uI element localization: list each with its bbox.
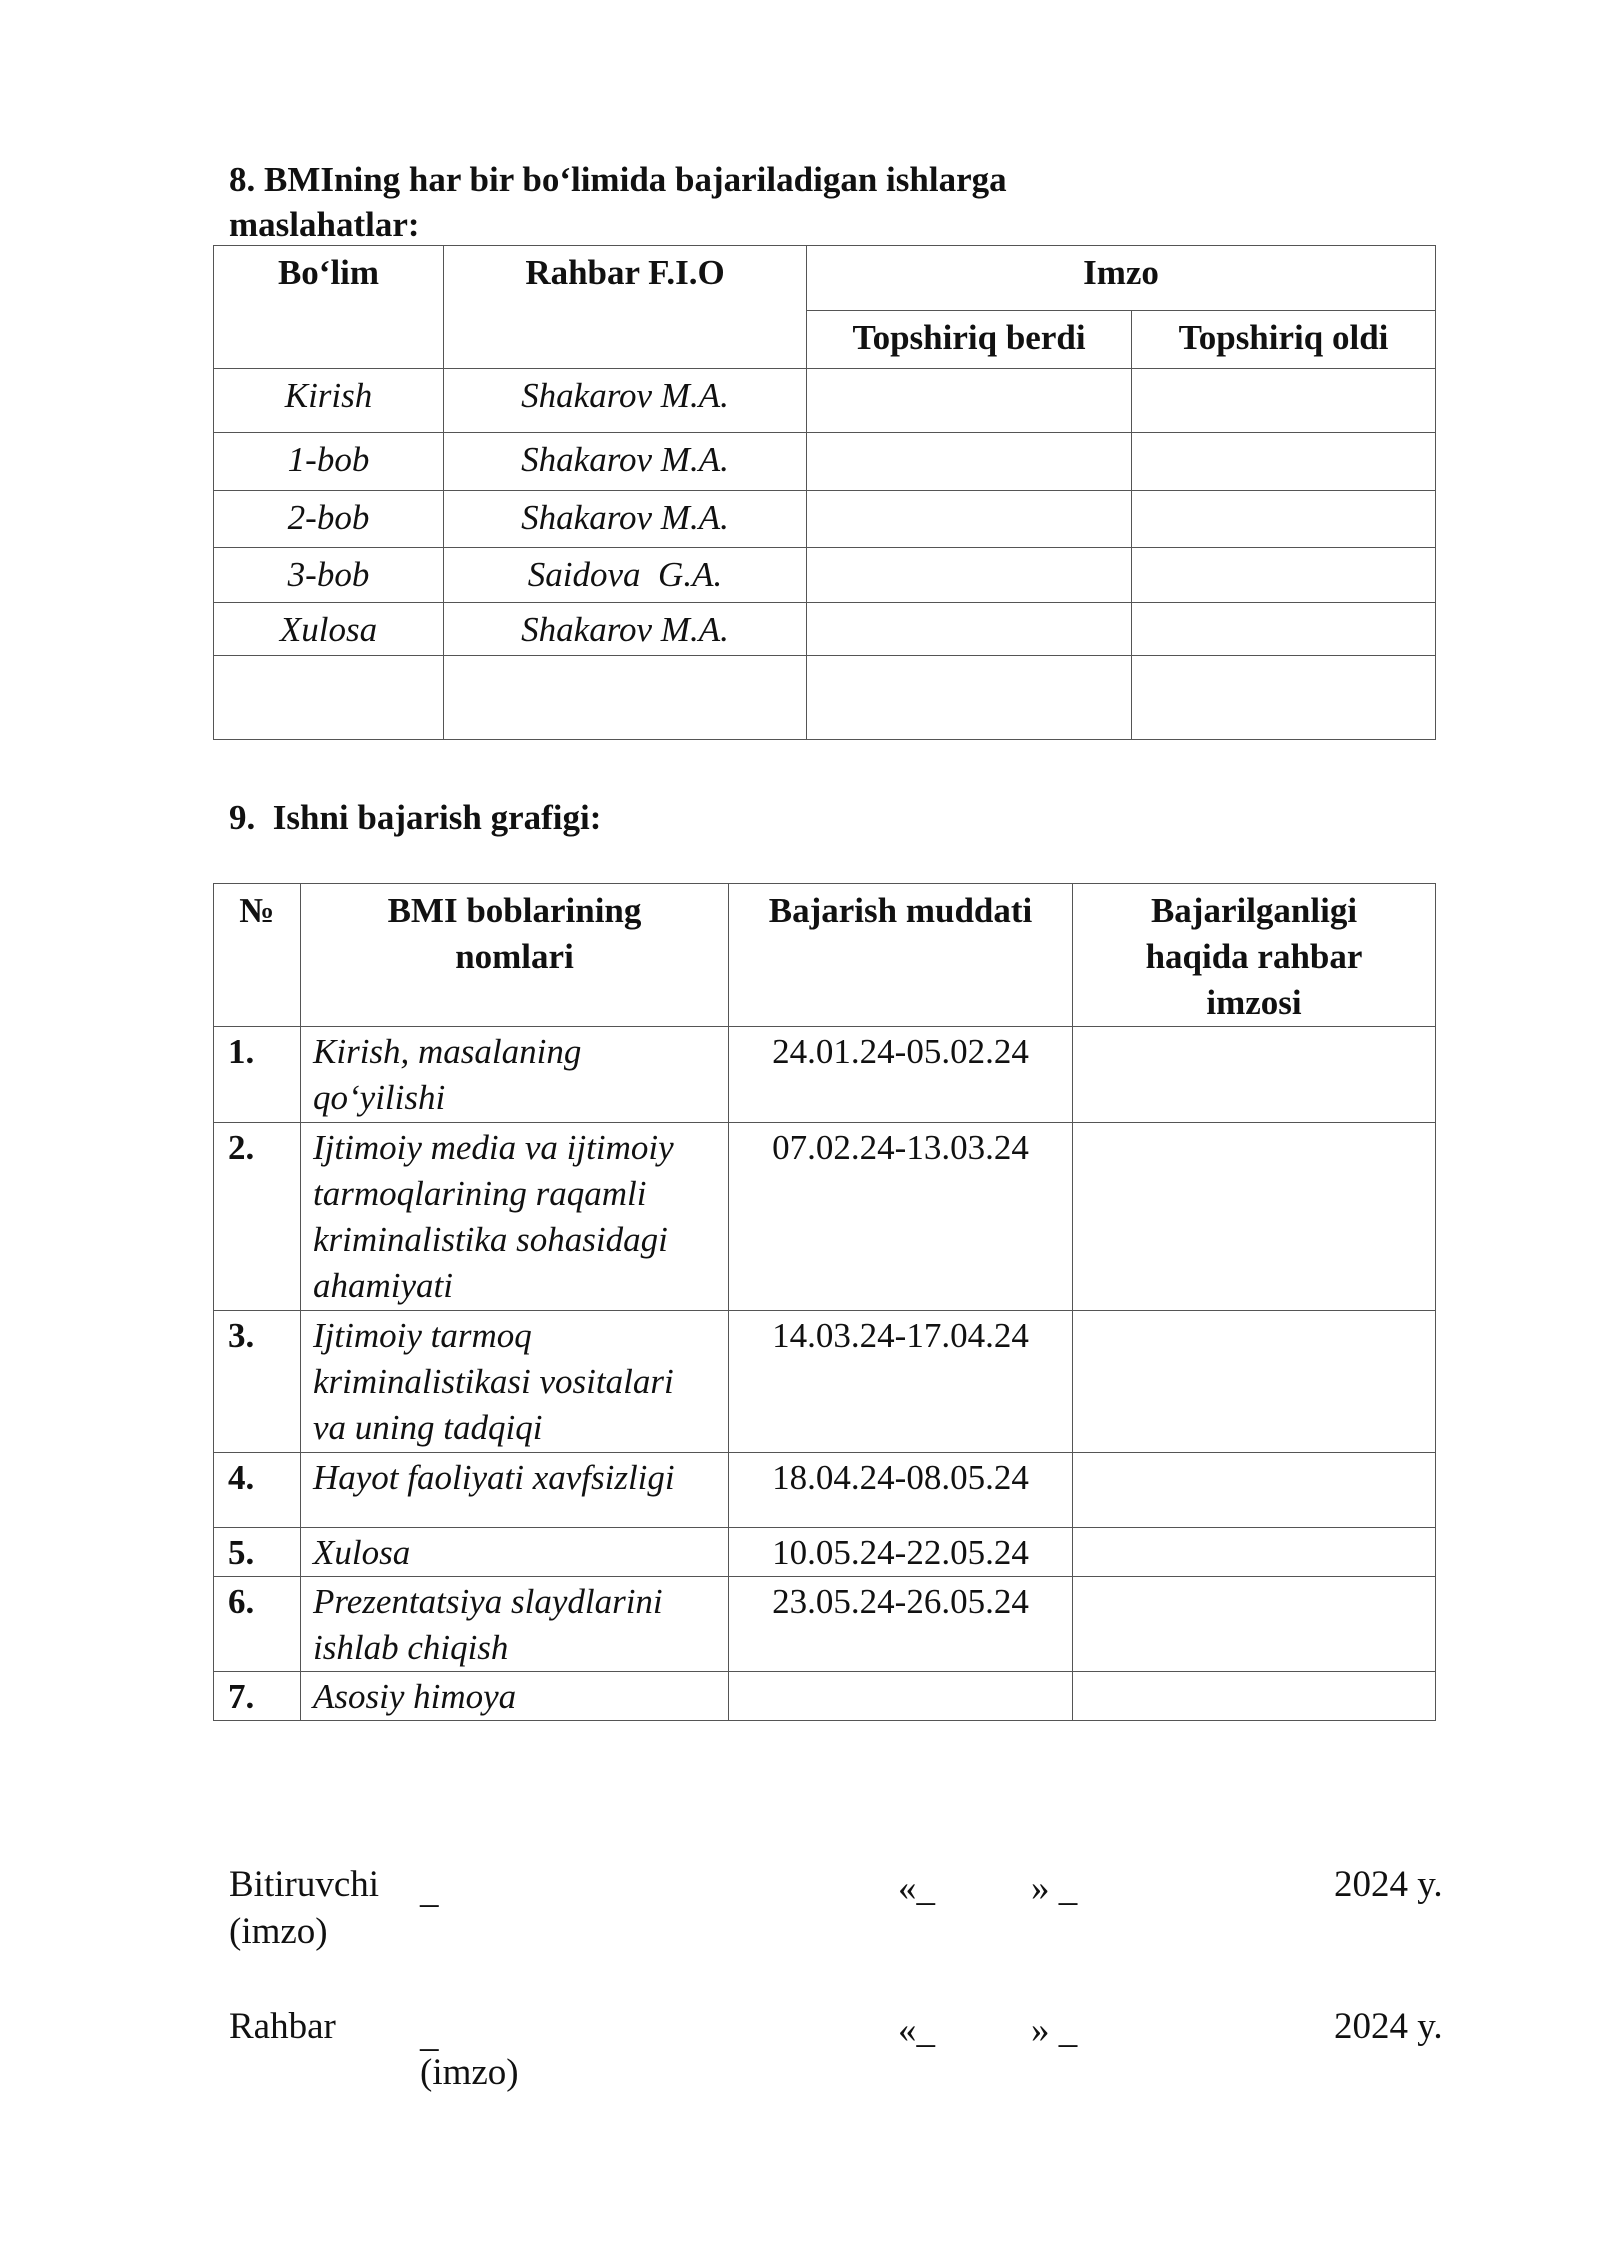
- header-imzo-line3: imzosi: [1206, 983, 1302, 1022]
- cell-imzo: [1073, 1123, 1436, 1311]
- header-name-line2: nomlari: [455, 937, 574, 976]
- cell-oldi: [1132, 548, 1436, 603]
- header-name-line1: BMI boblarining: [387, 891, 642, 930]
- cell-muddat: 18.04.24-08.05.24: [729, 1453, 1073, 1528]
- cell-bolim: 1-bob: [214, 433, 444, 491]
- cell-name-line: Kirish, masalaning: [313, 1032, 582, 1071]
- header-imzo: Imzo: [807, 246, 1436, 311]
- table-row: [214, 1027, 1436, 1123]
- header-topshiriq-berdi: Topshiriq berdi: [807, 311, 1132, 369]
- cell-berdi: [807, 656, 1132, 740]
- cell-name-line: qo‘yilishi: [313, 1078, 446, 1117]
- table-row: [214, 491, 1436, 548]
- cell-muddat: 23.05.24-26.05.24: [729, 1577, 1073, 1672]
- cell-rahbar: Shakarov M.A.: [444, 369, 807, 433]
- cell-name: [301, 1027, 729, 1123]
- section8-title-line1: 8. BMIning har bir bo‘limida bajariladigan ishlarga: [229, 160, 1007, 199]
- cell-rahbar: Shakarov M.A.: [444, 433, 807, 491]
- cell-muddat: [729, 1672, 1073, 1721]
- cell-imzo: [1073, 1311, 1436, 1453]
- cell-name-line: va uning tadqiqi: [313, 1408, 543, 1447]
- cell-num: 5.: [214, 1528, 301, 1577]
- cell-name-line: Ijtimoiy tarmoq: [313, 1316, 532, 1355]
- cell-name: [301, 1528, 729, 1577]
- bitiruvchi-signature-line[interactable]: _: [420, 1870, 439, 1911]
- header-muddat: Bajarish muddati: [729, 884, 1073, 1027]
- cell-name-line: kriminalistikasi vositalari: [313, 1362, 674, 1401]
- bitiruvchi-year: 2024 y.: [1334, 1864, 1443, 1905]
- cell-rahbar: Shakarov M.A.: [444, 603, 807, 656]
- cell-berdi: [807, 433, 1132, 491]
- cell-name-line: Xulosa: [313, 1533, 411, 1572]
- cell-num: 2.: [214, 1123, 301, 1311]
- bitiruvchi-imzo-label: (imzo): [229, 1911, 328, 1952]
- cell-berdi: [807, 491, 1132, 548]
- header-imzo: [1073, 884, 1436, 1027]
- rahbar-day-open-quote[interactable]: «_: [898, 2010, 935, 2051]
- header-imzo-line1: Bajarilganligi: [1150, 891, 1358, 930]
- cell-imzo: [1073, 1027, 1436, 1123]
- table-row: [214, 548, 1436, 603]
- cell-bolim: [214, 656, 444, 740]
- advice-table: [213, 245, 1436, 740]
- cell-name-line: ahamiyati: [313, 1266, 453, 1305]
- table-row: [214, 603, 1436, 656]
- cell-oldi: [1132, 656, 1436, 740]
- rahbar-label: Rahbar: [229, 2006, 336, 2047]
- cell-num: 3.: [214, 1311, 301, 1453]
- cell-name-line: Hayot faoliyati xavfsizligi: [313, 1458, 675, 1497]
- cell-name: [301, 1577, 729, 1672]
- cell-imzo: [1073, 1453, 1436, 1528]
- header-rahbar: Rahbar F.I.O: [444, 246, 807, 369]
- cell-name-line: Prezentatsiya slaydlarini: [313, 1582, 663, 1621]
- cell-bolim: 3-bob: [214, 548, 444, 603]
- rahbar-imzo-label: (imzo): [420, 2052, 519, 2093]
- header-imzo-line2: haqida rahbar: [1145, 937, 1363, 976]
- header-bolim: Bo‘lim: [214, 246, 444, 369]
- cell-name-line: ishlab chiqish: [313, 1628, 509, 1667]
- cell-oldi: [1132, 433, 1436, 491]
- cell-muddat: 07.02.24-13.03.24: [729, 1123, 1073, 1311]
- table-row: [214, 1123, 1436, 1311]
- bitiruvchi-day-open-quote[interactable]: «_: [898, 1868, 935, 1909]
- cell-imzo: [1073, 1577, 1436, 1672]
- cell-name: [301, 1311, 729, 1453]
- rahbar-day-close-quote[interactable]: » _: [1031, 2010, 1078, 2051]
- cell-name-line: Asosiy himoya: [313, 1677, 517, 1716]
- cell-muddat: 10.05.24-22.05.24: [729, 1528, 1073, 1577]
- cell-bolim: 2-bob: [214, 491, 444, 548]
- table-row: [214, 1311, 1436, 1453]
- cell-berdi: [807, 548, 1132, 603]
- cell-muddat: 24.01.24-05.02.24: [729, 1027, 1073, 1123]
- cell-name: [301, 1123, 729, 1311]
- section8-title-line2: maslahatlar:: [229, 205, 420, 244]
- cell-name-line: Ijtimoiy media va ijtimoiy: [313, 1128, 674, 1167]
- cell-name: [301, 1672, 729, 1721]
- header-num: №: [214, 884, 301, 1027]
- cell-berdi: [807, 603, 1132, 656]
- cell-oldi: [1132, 491, 1436, 548]
- bitiruvchi-day-close-quote[interactable]: » _: [1031, 1868, 1078, 1909]
- table-row: [214, 433, 1436, 491]
- cell-name-line: tarmoqlarining raqamli: [313, 1174, 647, 1213]
- cell-num: 6.: [214, 1577, 301, 1672]
- rahbar-year: 2024 y.: [1334, 2006, 1443, 2047]
- rahbar-signature-line[interactable]: _: [420, 2014, 439, 2055]
- table-row: [214, 1672, 1436, 1721]
- cell-imzo: [1073, 1528, 1436, 1577]
- table-row: [214, 369, 1436, 433]
- cell-oldi: [1132, 603, 1436, 656]
- cell-num: 1.: [214, 1027, 301, 1123]
- cell-bolim: Kirish: [214, 369, 444, 433]
- cell-rahbar: Shakarov M.A.: [444, 491, 807, 548]
- section9-title: 9. Ishni bajarish grafigi:: [229, 798, 602, 837]
- cell-num: 7.: [214, 1672, 301, 1721]
- cell-muddat: 14.03.24-17.04.24: [729, 1311, 1073, 1453]
- schedule-table: [213, 883, 1436, 1721]
- cell-bolim: Xulosa: [214, 603, 444, 656]
- cell-imzo: [1073, 1672, 1436, 1721]
- table-row: [214, 1577, 1436, 1672]
- cell-berdi: [807, 369, 1132, 433]
- table-row: [214, 1528, 1436, 1577]
- table-row: [214, 656, 1436, 740]
- bitiruvchi-label: Bitiruvchi: [229, 1864, 380, 1905]
- header-topshiriq-oldi: Topshiriq oldi: [1132, 311, 1436, 369]
- cell-name-line: kriminalistika sohasidagi: [313, 1220, 668, 1259]
- cell-oldi: [1132, 369, 1436, 433]
- cell-name: [301, 1453, 729, 1528]
- cell-num: 4.: [214, 1453, 301, 1528]
- header-name: [301, 884, 729, 1027]
- cell-rahbar: [444, 656, 807, 740]
- cell-rahbar: Saidova G.A.: [444, 548, 807, 603]
- table-row: [214, 1453, 1436, 1528]
